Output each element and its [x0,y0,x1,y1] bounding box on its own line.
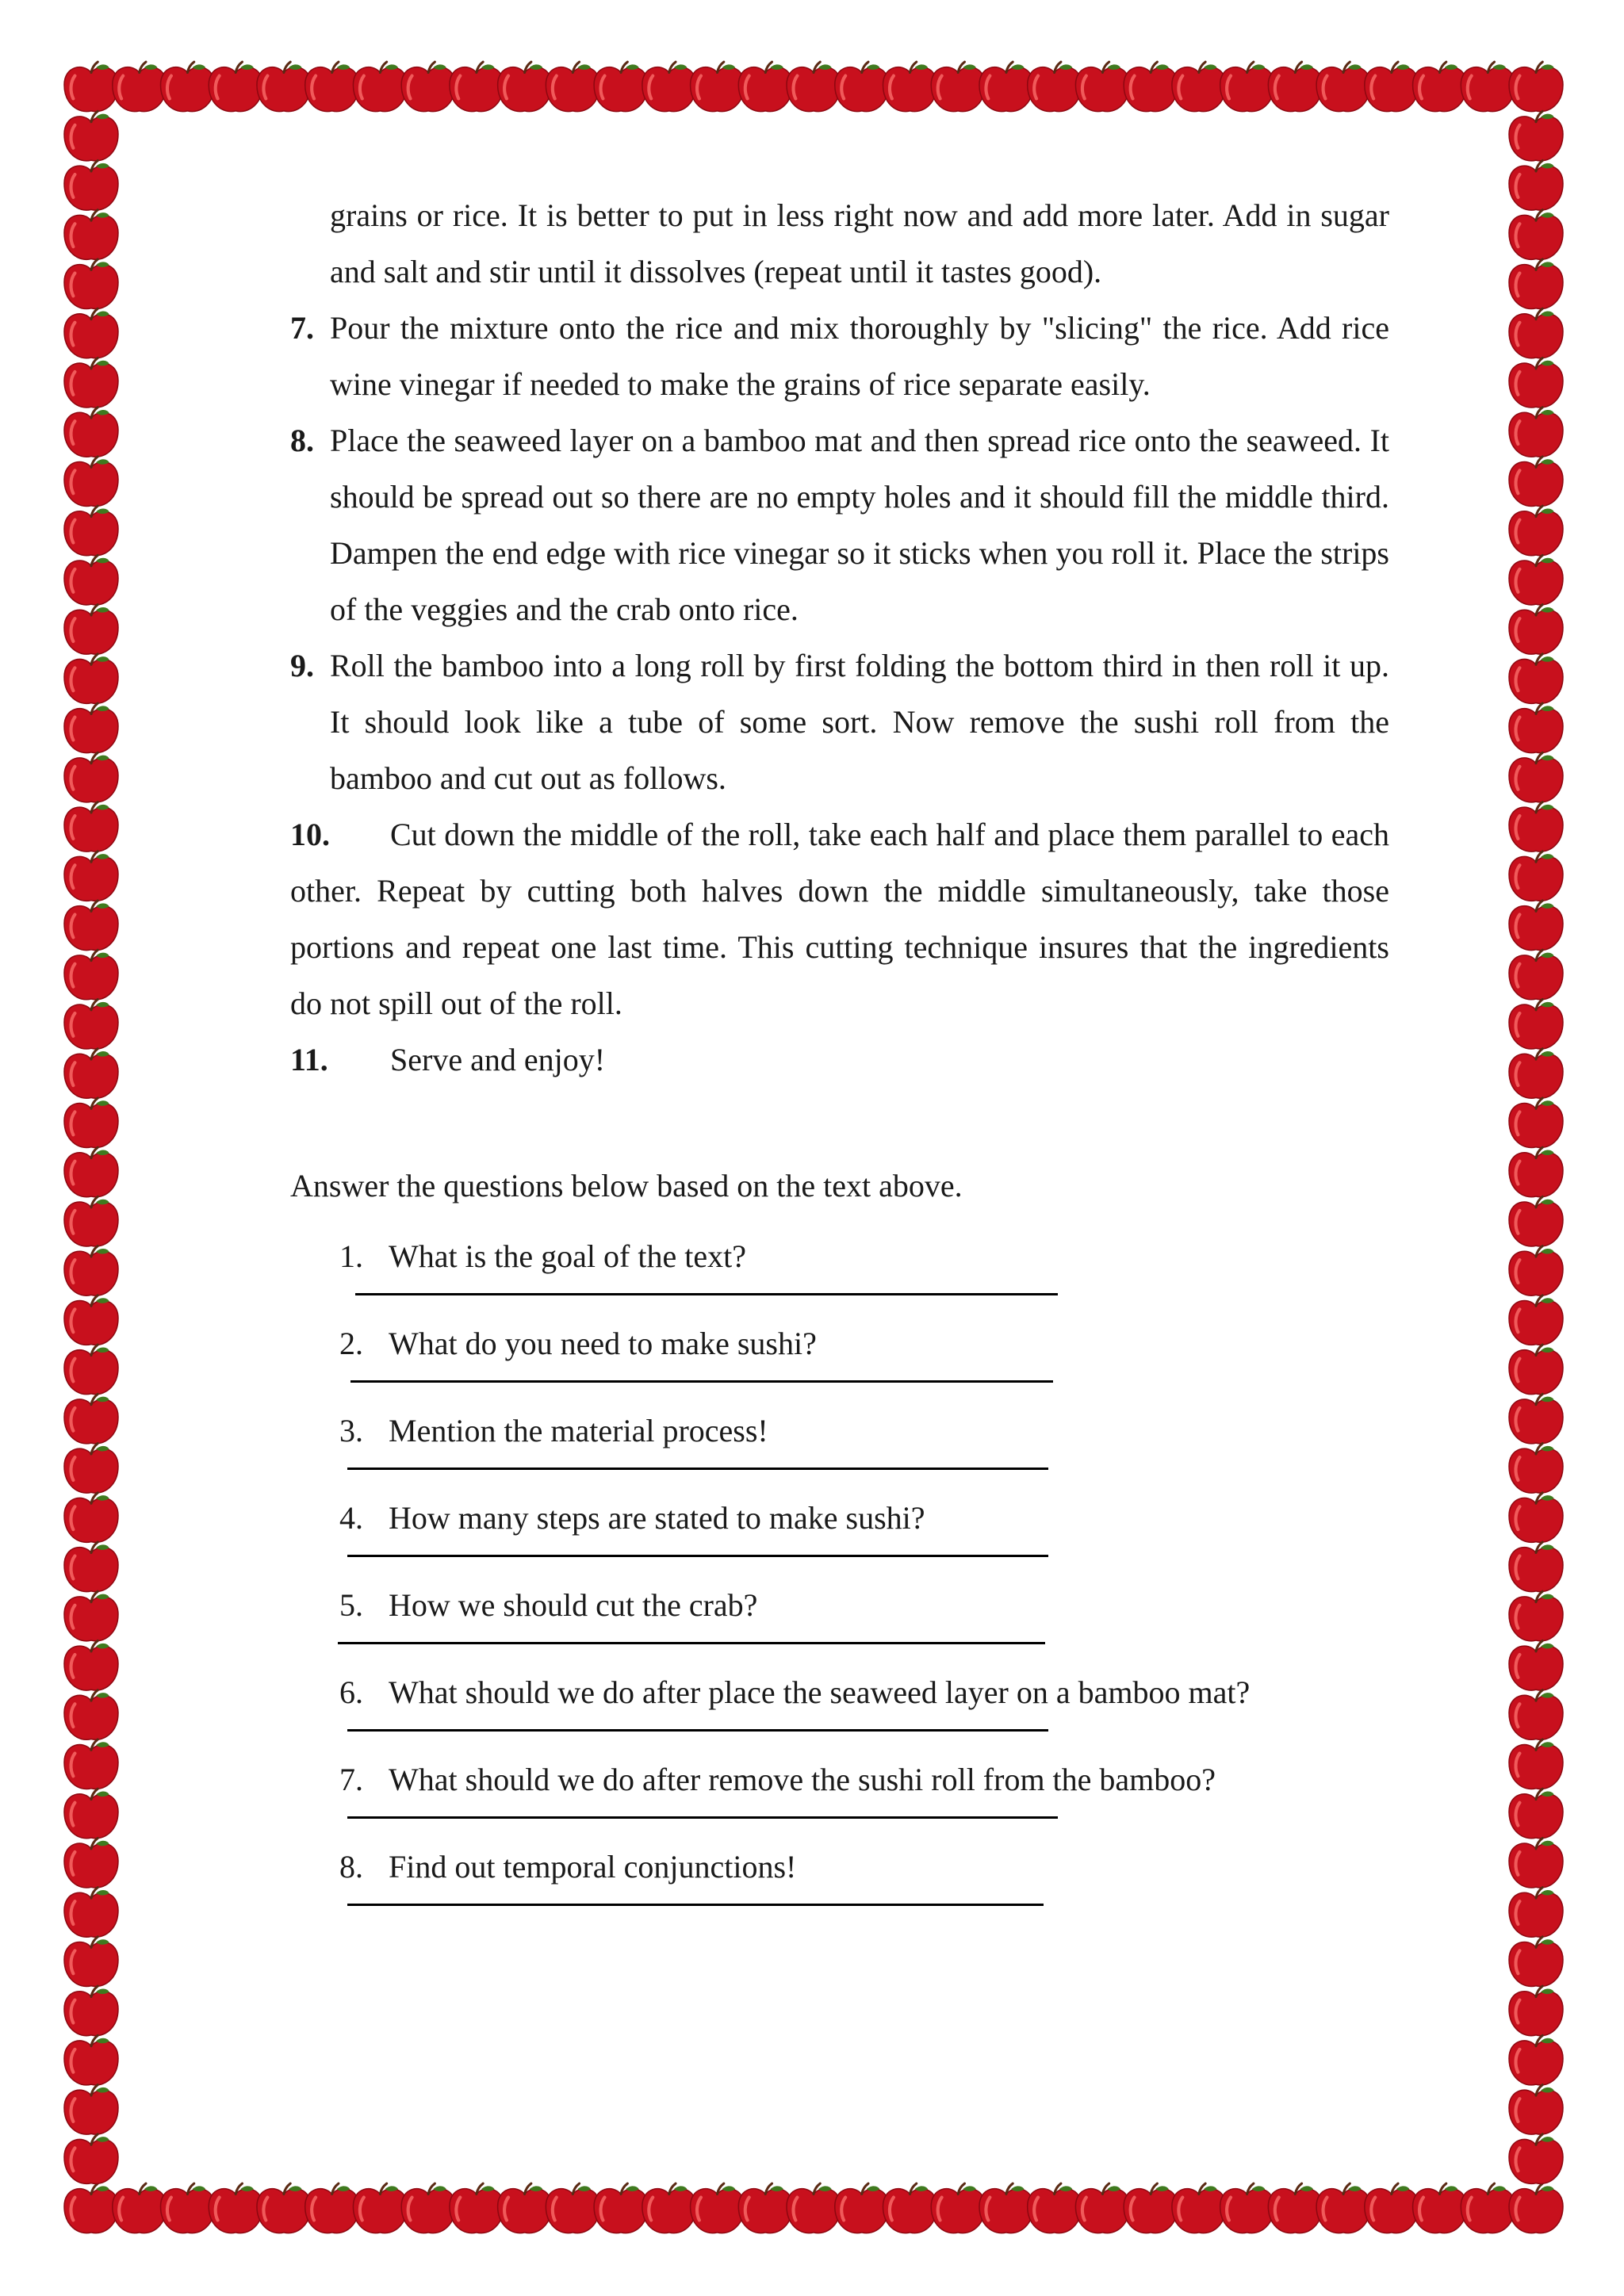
apple-icon [931,2183,985,2233]
step-text: Serve and enjoy! [390,1042,606,1077]
step-number: 8. [290,423,314,458]
apple-icon [64,210,118,260]
procedure-step [290,300,1389,412]
apple-icon [64,308,118,358]
step-number: 9. [290,648,314,683]
question-item [339,1228,1389,1315]
apple-icon [498,62,552,112]
question-item [339,1490,1389,1577]
apple-icon [353,62,407,112]
apple-icon [305,2183,359,2233]
apple-icon [1509,851,1563,901]
apple-icon [64,752,118,802]
apple-icon [1509,111,1563,161]
apple-icon [160,2183,214,2233]
apple-icon [64,408,118,457]
apple-icon [1509,1641,1563,1691]
apple-icon [1509,1591,1563,1641]
apple-icon [1413,62,1467,112]
step-number: 11. [290,1042,328,1077]
step-text: Pour the mixture onto the rice and mix thoroughly by "slicing" the rice. Add rice wine vinegar if needed to make the grains of rice separate easily. [330,310,1389,402]
apple-icon [498,2183,552,2233]
apple-icon [1509,555,1563,605]
answer-line[interactable] [347,1555,1048,1557]
apple-icon [1461,62,1515,112]
procedure-step [290,412,1389,637]
apple-icon [1413,2183,1467,2233]
procedure-steps [290,187,1389,1088]
apple-icon [1509,2183,1563,2233]
apple-icon [64,1000,118,1050]
apple-icon [1509,259,1563,309]
apple-icon [1509,1937,1563,1987]
apple-icon [64,2134,118,2184]
apple-icon [738,2183,792,2233]
questions-instruction: Answer the questions below based on the text above. [290,1168,963,1203]
apple-icon [1509,1542,1563,1592]
apple-icon [691,62,745,112]
apple-icon [64,654,118,704]
question-item [339,1315,1389,1402]
apple-icon [1124,62,1178,112]
procedure-step [290,187,1389,300]
apple-icon [64,1591,118,1641]
apple-icon [1509,457,1563,507]
apple-icon [64,802,118,852]
apple-icon [64,1295,118,1345]
apple-icon [1509,210,1563,260]
apple-icon [64,1789,118,1839]
question-number: 5. [339,1587,363,1623]
apple-icon [64,1147,118,1197]
apple-icon [1509,308,1563,358]
apple-icon [1220,2183,1274,2233]
step-text: Roll the bamboo into a long roll by first folding the bottom third in then roll it up. It should look like a tube of some sort. Now remove the sushi roll from the bamboo and cut out as follows. [330,648,1389,796]
question-text: How many steps are stated to make sushi? [389,1500,925,1536]
apple-icon [1075,2183,1129,2233]
apple-icon [1124,2183,1178,2233]
question-number: 6. [339,1674,363,1710]
apple-icon [1365,62,1419,112]
apple-icon [1509,506,1563,556]
apple-icon [64,1246,118,1296]
apple-icon [64,1049,118,1099]
apple-icon [64,2035,118,2085]
apple-icon [64,950,118,1000]
procedure-step [290,806,1389,1031]
apple-icon [1509,1000,1563,1050]
question-number: 3. [339,1413,363,1448]
apple-icon [787,62,841,112]
apple-icon [594,62,648,112]
apple-icon [594,2183,648,2233]
apple-icon [401,62,455,112]
apple-icon [64,1542,118,1592]
apple-icon [883,62,936,112]
apple-icon [738,62,792,112]
apple-icon [1509,1838,1563,1888]
apple-icon [1509,358,1563,408]
apple-icon [305,62,359,112]
apple-icon [64,605,118,655]
question-list [290,1228,1389,1926]
apple-icon [64,1739,118,1789]
apple-icon [209,62,262,112]
apple-icon [1509,1444,1563,1494]
apple-icon [642,62,696,112]
apple-icon [1509,408,1563,457]
apple-icon [113,62,167,112]
question-number: 4. [339,1500,363,1536]
apple-icon [113,2183,167,2233]
apple-icon [1509,1789,1563,1839]
apple-icon [1509,1246,1563,1296]
answer-line[interactable] [347,1904,1044,1906]
apple-icon [1509,1394,1563,1444]
apple-icon [1509,1986,1563,2036]
apple-icon [691,2183,745,2233]
apple-icon [64,1345,118,1395]
answer-line[interactable] [347,1729,1048,1732]
apple-icon [64,62,118,112]
apple-icon [64,457,118,507]
question-item [339,1402,1389,1490]
answer-line[interactable] [350,1380,1053,1383]
apple-icon [1268,62,1322,112]
step-text: Place the seaweed layer on a bamboo mat and then spread rice onto the seaweed. It should be spread out so there are no empty holes and it should fill the middle third. Dampen the end edge with rice vinegar so it sticks when you roll it. Place the strips of the veggies and the crab onto rice. [330,423,1389,627]
step-text: Cut down the middle of the roll, take each half and place them parallel to each other. Repeat by cutting both halves down the middle simultaneously, take those portions and repeat one last time. This cutting technique insures that the ingredients do not spill out of the roll. [290,817,1389,1021]
apple-icon [1028,2183,1082,2233]
question-item [339,1839,1389,1926]
step-number: 7. [290,310,314,346]
apple-icon [883,2183,936,2233]
apple-icon [1509,1147,1563,1197]
apple-icon [1509,2085,1563,2135]
apple-icon [64,1196,118,1246]
apple-icon [835,62,889,112]
apple-icon [546,62,599,112]
apple-icon [64,1444,118,1494]
apple-icon [1509,1098,1563,1148]
apple-icon [64,1838,118,1888]
apple-icon [401,2183,455,2233]
question-text: Find out temporal conjunctions! [389,1849,797,1885]
apple-icon [64,358,118,408]
apple-icon [1268,2183,1322,2233]
apple-icon [64,1493,118,1543]
apple-icon [1509,703,1563,753]
apple-icon [642,2183,696,2233]
apple-icon [1509,1739,1563,1789]
apple-icon [979,62,1033,112]
procedure-step [290,637,1389,806]
apple-icon [64,111,118,161]
apple-icon [64,1888,118,1938]
apple-icon [257,2183,311,2233]
apple-icon [1509,62,1563,112]
question-text: Mention the material process! [389,1413,768,1448]
question-number: 8. [339,1849,363,1885]
apple-icon [1509,1493,1563,1543]
apple-icon [64,259,118,309]
apple-icon [64,161,118,211]
apple-icon [64,1937,118,1987]
apple-icon [1509,1295,1563,1345]
apple-icon [1316,62,1370,112]
apple-icon [1509,802,1563,852]
apple-icon [64,901,118,951]
apple-icon [1509,1196,1563,1246]
apple-icon [64,555,118,605]
apple-icon [64,1690,118,1740]
apple-icon [257,62,311,112]
answer-line[interactable] [347,1816,1058,1819]
apple-icon [1509,950,1563,1000]
apple-icon [1316,2183,1370,2233]
apple-icon [64,2183,118,2233]
question-text: What is the goal of the text? [389,1238,746,1274]
apple-icon [64,1394,118,1444]
apple-icon [209,2183,262,2233]
apple-icon [1172,2183,1226,2233]
apple-icon [1365,2183,1419,2233]
apple-icon [1509,654,1563,704]
apple-icon [1461,2183,1515,2233]
question-item [339,1664,1389,1751]
apple-icon [1220,62,1274,112]
answer-line[interactable] [355,1293,1058,1295]
apple-icon [979,2183,1033,2233]
apple-icon [1509,901,1563,951]
question-text: How we should cut the crab? [389,1587,758,1623]
apple-icon [1509,2035,1563,2085]
question-number: 7. [339,1762,363,1797]
apple-icon [546,2183,599,2233]
apple-icon [1075,62,1129,112]
question-number: 1. [339,1238,363,1274]
question-text: What should we do after remove the sushi roll from the bamboo? [389,1762,1216,1797]
question-text: What should we do after place the seaweed layer on a bamboo mat? [389,1674,1251,1710]
apple-icon [450,62,504,112]
apple-icon [1509,1888,1563,1938]
answer-line[interactable] [338,1642,1045,1644]
procedure-step [290,1031,1389,1088]
step-number: 10. [290,817,330,852]
apple-icon [1509,1049,1563,1099]
apple-icon [1509,1690,1563,1740]
apple-icon [1509,1345,1563,1395]
apple-icon [450,2183,504,2233]
apple-icon [1172,62,1226,112]
apple-icon [353,2183,407,2233]
apple-icon [1509,752,1563,802]
apple-icon [1509,2134,1563,2184]
apple-icon [931,62,985,112]
apple-icon [64,1098,118,1148]
apple-icon [1509,161,1563,211]
apple-icon [1028,62,1082,112]
apple-icon [787,2183,841,2233]
question-item [339,1577,1389,1664]
answer-line[interactable] [347,1468,1048,1470]
step-text: grains or rice. It is better to put in less right now and add more later. Add in sugar and salt and stir until it dissolves (repeat until it tastes good). [330,197,1389,289]
question-text: What do you need to make sushi? [389,1326,817,1361]
apple-icon [64,1986,118,2036]
apple-icon [64,1641,118,1691]
apple-icon [64,851,118,901]
apple-icon [64,703,118,753]
apple-icon [64,2085,118,2135]
apple-icon [1509,605,1563,655]
apple-icon [160,62,214,112]
worksheet-content [290,187,1389,1926]
apple-icon [64,506,118,556]
question-number: 2. [339,1326,363,1361]
apple-icon [835,2183,889,2233]
question-item [339,1751,1389,1839]
